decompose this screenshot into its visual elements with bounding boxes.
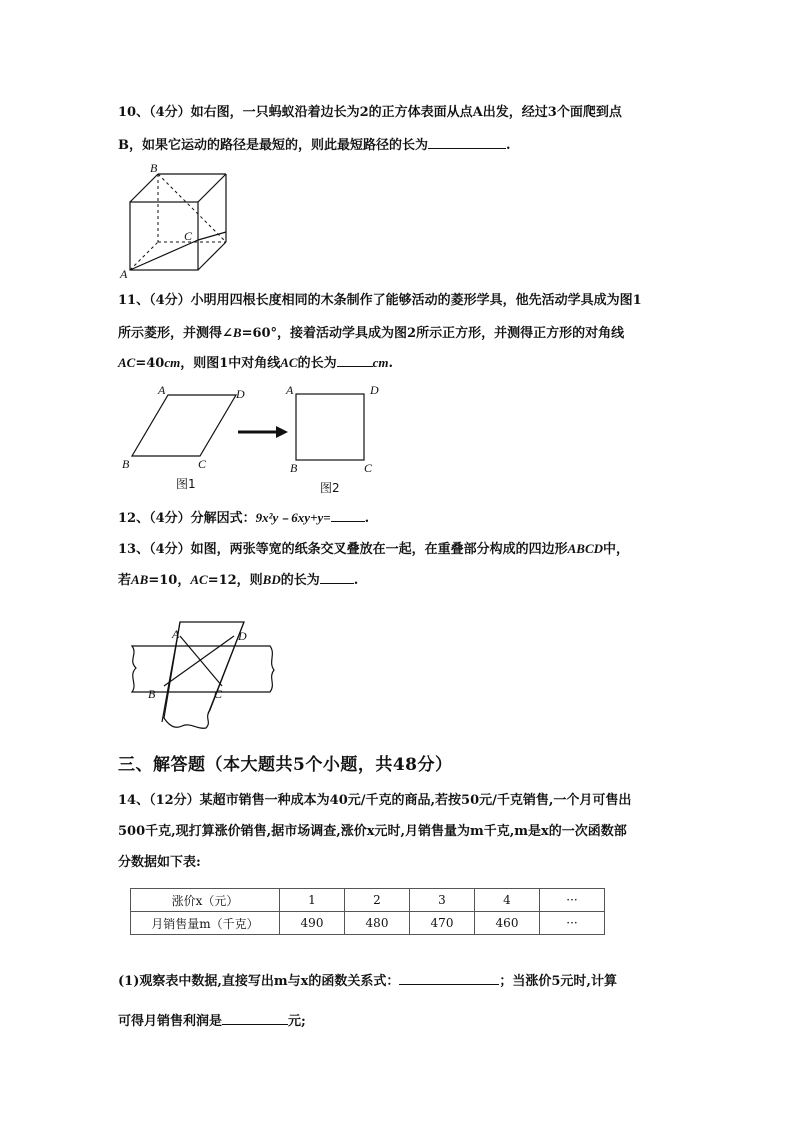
q14-line2: 500千克,现打算涨价销售,据市场调查,涨价x元时,月销售量为m千克,m是x的一次函数部 [118,824,627,839]
fig1-caption: 图1 [176,477,196,491]
table-cell: 470 [410,912,475,935]
rhombus-label-a: A [158,383,166,397]
q11-unit-2: cm [372,355,389,370]
table-cell: 3 [410,889,475,912]
q13-end: . [353,573,359,588]
q14-sub1a: (1)观察表中数据,直接写出m与x的函数关系式： [118,974,400,989]
strip-label-b: B [148,687,156,701]
cube-label-b: B [150,161,158,175]
table-cell: 490 [280,912,345,935]
q13-abcd: ABCD [567,541,604,556]
table-cell: ··· [540,912,605,935]
q13-line1a: 13、（4分）如图，两张等宽的纸条交叉叠放在一起，在重叠部分构成的四边形 [118,542,568,557]
q13-line2c: =10， [148,573,191,588]
q14-function-blank[interactable] [399,972,499,985]
table-row-header: 月销售量m（千克） [131,912,280,935]
q13-ab: AB [131,572,149,587]
q14-sub1b: ；当涨价5元时,计算 [499,974,617,989]
rhombus-label-c: C [198,457,207,471]
q12-answer-blank[interactable] [331,509,365,522]
q13-answer-blank[interactable] [320,571,354,584]
q14-sub1c: 可得月销售利润是 [118,1014,223,1029]
square-label-a: A [286,383,294,397]
q11-line2a: 所示菱形，并测得∠ [118,326,233,341]
q13-line2 [118,571,358,590]
strip-label-a: A [172,627,180,641]
rhombus-label-d: D [236,387,245,401]
q11-line1: 11、（4分）小明用四根长度相同的木条制作了能够活动的菱形学具，他先活动学具成为图1 [118,293,642,308]
rhombus-figure [118,382,378,494]
cube-label-a: A [120,267,128,281]
q13-line2g: 的长为 [280,573,320,588]
square-label-c: C [364,461,373,475]
q10-line1: 10、（4分）如右图，一只蚂蚁沿着边长为2的正方体表面从点A出发，经过3个面爬到点 [118,105,622,120]
q13-line1 [118,540,629,559]
price-sales-table [130,888,605,935]
q14-sub1-line2 [118,1012,306,1031]
q12-line [118,509,369,528]
q13-line2e: =12，则 [207,573,263,588]
table-row [131,912,605,935]
table-cell: 2 [345,889,410,912]
q11-answer-blank[interactable] [337,354,373,367]
q11-eq: =40 [135,356,165,371]
q10-answer-blank[interactable] [428,136,506,149]
q11-line3 [118,354,393,373]
strip-label-c: C [214,687,223,701]
q11-unit-1: cm [164,355,181,370]
cube-label-c: C [184,229,193,243]
q11-line2 [118,324,624,343]
table-cell: 4 [475,889,540,912]
table-cell: 1 [280,889,345,912]
q12-expression: 9x²y﹣6xy+y= [255,510,331,525]
q14-sub1d: 元; [288,1014,306,1029]
q11-line3f: 的长为 [297,356,337,371]
q11-ac-1: AC [118,355,136,370]
rhombus-label-b: B [122,457,130,471]
q12-prefix: 12、（4分）分解因式： [118,511,256,526]
q11-line2c: =60°，接着活动学具成为图2所示正方形，并测得正方形的对角线 [241,326,625,341]
q10-line2-text: B，如果它运动的路径是最短的，则此最短路径的长为 [118,138,428,153]
q11-line3d: ，则图1中对角线 [180,356,281,371]
q14-profit-blank[interactable] [222,1012,288,1025]
square-label-b: B [290,461,298,475]
q12-end: . [364,511,370,526]
q14-sub1-line1 [118,972,617,991]
q13-bd: BD [262,572,281,587]
square-label-d: D [370,383,379,397]
q11-ac-2: AC [280,355,298,370]
q14-line3: 分数据如下表: [118,855,201,870]
q11-angle-b: B [232,325,242,340]
q10-end: . [506,138,511,153]
table-row [131,889,605,912]
strip-label-d: D [238,629,247,643]
q14-line1: 14、（12分）某超市销售一种成本为40元/千克的商品,若按50元/千克销售,一个月可售出 [118,793,632,808]
q10-line2 [118,136,511,155]
table-row-header: 涨价x（元） [131,889,280,912]
fig2-caption: 图2 [320,481,340,495]
paper-strips-figure [118,610,288,736]
table-cell: ··· [540,889,605,912]
table-cell: 480 [345,912,410,935]
q11-end: . [388,356,394,371]
q13-line2a: 若 [118,573,132,588]
q13-ac: AC [190,572,208,587]
cube-figure [118,160,238,280]
section-title: 三、解答题（本大题共5个小题，共48分） [118,755,453,775]
q13-line1c: 中， [603,542,630,557]
table-cell: 460 [475,912,540,935]
